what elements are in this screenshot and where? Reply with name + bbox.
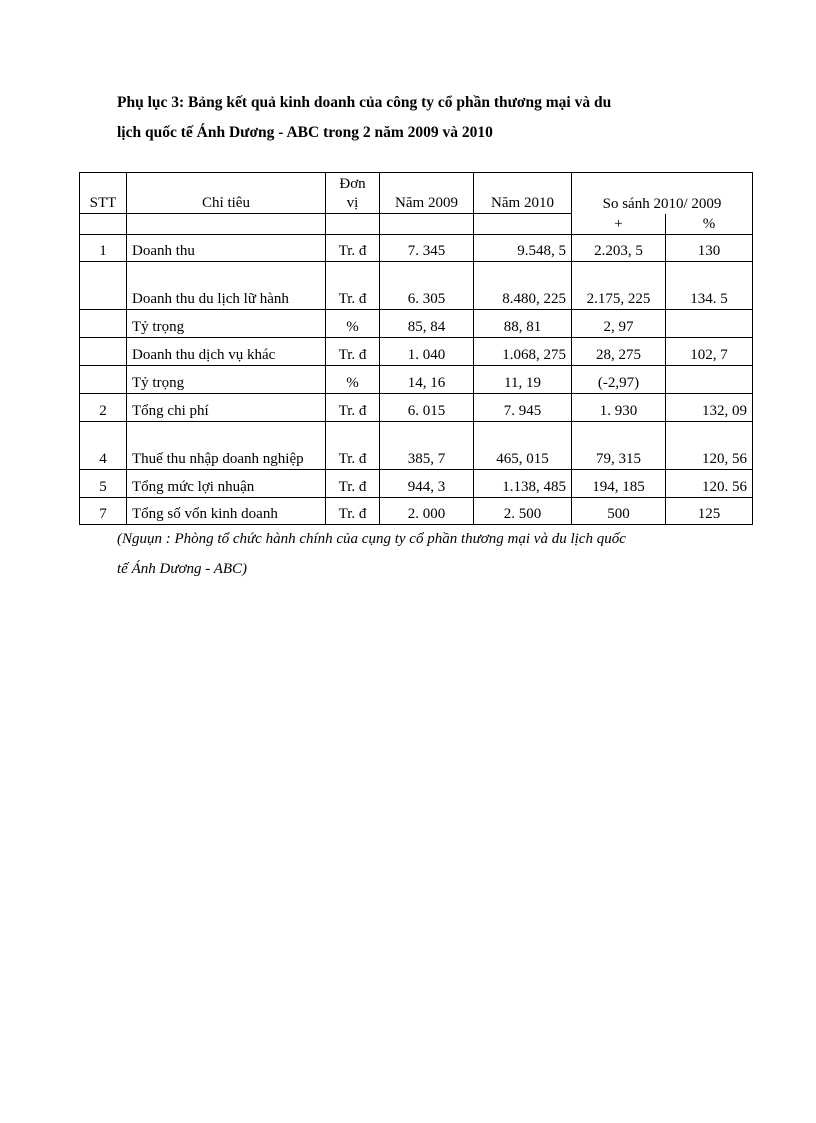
cell-nam-2010: 1.068, 275 — [474, 338, 572, 366]
cell-plus: 1. 930 — [572, 394, 666, 422]
cell-nam-2009: 14, 16 — [380, 366, 474, 394]
title-line-1: Phụ lục 3: Bảng kết quả kinh doanh của công ty cổ phần thương mại và du — [117, 94, 612, 111]
table-row — [80, 310, 753, 338]
cell-nam-2009: 7. 345 — [380, 235, 474, 262]
cell-percent: 134. 5 — [666, 262, 753, 310]
document-title — [117, 88, 717, 148]
header-empty-cell — [380, 214, 474, 235]
cell-don-vi: Tr. đ — [326, 235, 380, 262]
cell-nam-2010: 11, 19 — [474, 366, 572, 394]
cell-plus: 194, 185 — [572, 470, 666, 498]
cell-percent: 102, 7 — [666, 338, 753, 366]
cell-nam-2009: 6. 305 — [380, 262, 474, 310]
cell-stt — [80, 338, 127, 366]
cell-don-vi: % — [326, 310, 380, 338]
cell-nam-2010: 88, 81 — [474, 310, 572, 338]
header-plus: + — [572, 214, 666, 235]
cell-don-vi: Tr. đ — [326, 498, 380, 525]
cell-nam-2009: 6. 015 — [380, 394, 474, 422]
cell-don-vi: Tr. đ — [326, 262, 380, 310]
header-percent: % — [666, 214, 753, 235]
cell-nam-2010: 2. 500 — [474, 498, 572, 525]
cell-nam-2009: 2. 000 — [380, 498, 474, 525]
table-row — [80, 422, 753, 470]
cell-chi-tieu: Tổng chi phí — [127, 394, 326, 422]
cell-percent: 132, 09 — [666, 394, 753, 422]
header-empty-cell — [127, 214, 326, 235]
cell-plus: 79, 315 — [572, 422, 666, 470]
table-row — [80, 498, 753, 525]
source-line-2: tế Ánh Dương - ABC) — [117, 561, 248, 577]
table-row — [80, 235, 753, 262]
cell-don-vi: % — [326, 366, 380, 394]
header-nam-2009: Năm 2009 — [380, 173, 474, 214]
title-line-2: lịch quốc tế Ánh Dương - ABC trong 2 năm 2009 và 2010 — [117, 124, 493, 141]
header-row-1 — [80, 173, 753, 214]
header-row-2 — [80, 214, 753, 235]
cell-nam-2009: 1. 040 — [380, 338, 474, 366]
cell-nam-2010: 465, 015 — [474, 422, 572, 470]
header-don-vi — [326, 173, 380, 214]
header-don-vi-line2: vị — [346, 195, 359, 211]
header-empty-cell — [80, 214, 127, 235]
table-row — [80, 470, 753, 498]
cell-percent — [666, 366, 753, 394]
cell-plus: 2, 97 — [572, 310, 666, 338]
cell-stt: 2 — [80, 394, 127, 422]
cell-plus: 500 — [572, 498, 666, 525]
cell-nam-2010: 9.548, 5 — [474, 235, 572, 262]
cell-plus: 2.203, 5 — [572, 235, 666, 262]
cell-chi-tieu: Tổng số vốn kinh doanh — [127, 498, 326, 525]
business-results-table — [79, 172, 753, 525]
cell-nam-2010: 1.138, 485 — [474, 470, 572, 498]
cell-don-vi: Tr. đ — [326, 394, 380, 422]
cell-chi-tieu: Tỷ trọng — [127, 310, 326, 338]
cell-nam-2010: 7. 945 — [474, 394, 572, 422]
cell-chi-tieu: Thuế thu nhập doanh nghiệp — [127, 422, 326, 470]
cell-chi-tieu: Doanh thu — [127, 235, 326, 262]
cell-nam-2009: 385, 7 — [380, 422, 474, 470]
cell-don-vi: Tr. đ — [326, 422, 380, 470]
table-row — [80, 366, 753, 394]
cell-chi-tieu: Doanh thu du lịch lữ hành — [127, 262, 326, 310]
cell-chi-tieu: Tỷ trọng — [127, 366, 326, 394]
cell-stt: 7 — [80, 498, 127, 525]
cell-plus: (-2,97) — [572, 366, 666, 394]
cell-don-vi: Tr. đ — [326, 338, 380, 366]
cell-percent: 120. 56 — [666, 470, 753, 498]
table-row — [80, 338, 753, 366]
table-row — [80, 262, 753, 310]
cell-plus: 28, 275 — [572, 338, 666, 366]
header-don-vi-line1: Đơn — [339, 176, 366, 192]
header-nam-2010: Năm 2010 — [474, 173, 572, 214]
table-row — [80, 394, 753, 422]
header-stt: STT — [80, 173, 127, 214]
cell-nam-2009: 944, 3 — [380, 470, 474, 498]
cell-stt: 1 — [80, 235, 127, 262]
cell-stt — [80, 366, 127, 394]
source-note — [117, 524, 757, 584]
cell-percent: 125 — [666, 498, 753, 525]
header-empty-cell — [326, 214, 380, 235]
header-empty-cell — [474, 214, 572, 235]
header-chi-tieu: Chỉ tiêu — [127, 173, 326, 214]
cell-nam-2010: 8.480, 225 — [474, 262, 572, 310]
cell-stt — [80, 310, 127, 338]
cell-chi-tieu: Tổng mức lợi nhuận — [127, 470, 326, 498]
source-line-1: (Nguụn : Phòng tổ chức hành chính của cụng ty cổ phần thương mại và du lịch quốc — [117, 531, 626, 547]
header-so-sanh: So sánh 2010/ 2009 — [572, 173, 753, 214]
cell-percent: 120, 56 — [666, 422, 753, 470]
cell-percent: 130 — [666, 235, 753, 262]
cell-nam-2009: 85, 84 — [380, 310, 474, 338]
cell-don-vi: Tr. đ — [326, 470, 380, 498]
cell-stt — [80, 262, 127, 310]
cell-plus: 2.175, 225 — [572, 262, 666, 310]
cell-percent — [666, 310, 753, 338]
cell-stt: 4 — [80, 422, 127, 470]
cell-chi-tieu: Doanh thu dịch vụ khác — [127, 338, 326, 366]
cell-stt: 5 — [80, 470, 127, 498]
